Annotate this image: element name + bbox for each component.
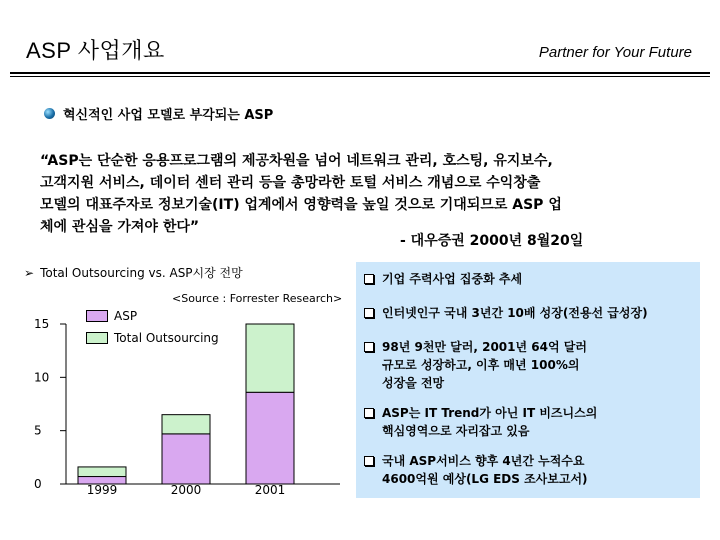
x-tick-label: 2000 (170, 483, 202, 497)
legend-label-asp: ASP (114, 309, 138, 323)
bar-total-outsourcing-2001 (246, 324, 294, 392)
quote-source: - 대우증권 2000년 8월20일 (400, 233, 584, 249)
key-point-2: 인터넷인구 국내 3년간 10배 성장(전용선 급성장) (364, 304, 648, 322)
key-point-5: 국내 ASP서비스 향후 4년간 누적수요 4600억원 예상(LG EDS 조사보고서) (364, 452, 588, 488)
slide-title: ASP 사업개요 (26, 38, 165, 63)
section-heading-text: 혁신적인 사업 모델로 부각되는 ASP (63, 108, 274, 123)
legend-label-total-outsourcing: Total Outsourcing (114, 331, 219, 345)
y-tick-label: 0 (34, 477, 42, 491)
key-point-3: 98년 9천만 달러, 2001년 64억 달러 규모로 성장하고, 이후 매년 100%의 성장을 전망 (364, 338, 587, 392)
legend-item-asp (86, 309, 137, 323)
arrow-bullet-icon: ➢ (24, 265, 35, 280)
bar-total-outsourcing-2000 (162, 415, 210, 434)
y-tick-label: 10 (34, 370, 50, 385)
chart-title-text: Total Outsourcing vs. ASP시장 전망 (40, 266, 243, 280)
quote-text: “ASP는 단순한 응용프로그램의 제공차원을 넘어 네트워크 관리, 호스팅, 유지보수, 고객지원 서비스, 데이터 센터 관리 등을 총망라한 토털 서비스 개념으로 수익창출 모델의 대표주자로 정보기술(IT) 업계에서 영향력을 높일 것으로 기대되므로 ASP 업 체에 관심을 가져야 한다” (40, 153, 562, 235)
bar-asp-2001 (246, 392, 294, 484)
checkbox-bullet-icon (364, 456, 374, 466)
chart-source: <Source : Forrester Research> (172, 292, 343, 305)
checkbox-bullet-icon (364, 342, 374, 352)
checkbox-bullet-icon (364, 308, 374, 318)
key-point-1: 기업 주력사업 집중화 추세 (364, 270, 522, 288)
key-point-4: ASP는 IT Trend가 아닌 IT 비즈니스의 핵심영역으로 자리잡고 있음 (364, 404, 597, 440)
checkbox-bullet-icon (364, 274, 374, 284)
y-tick-label: 5 (34, 423, 42, 438)
key-points-panel (356, 262, 700, 498)
x-tick-label: 1999 (86, 483, 118, 497)
legend-item-total-outsourcing (86, 331, 219, 345)
bar-total-outsourcing-1999 (78, 467, 126, 477)
x-tick-label: 2001 (254, 483, 286, 497)
bar-asp-2000 (162, 434, 210, 484)
tagline: Partner for Your Future (538, 44, 692, 61)
checkbox-bullet-icon (364, 408, 374, 418)
legend-swatch-asp (86, 310, 108, 322)
legend-swatch-total-outsourcing (86, 332, 108, 344)
y-tick-label: 15 (34, 317, 50, 331)
